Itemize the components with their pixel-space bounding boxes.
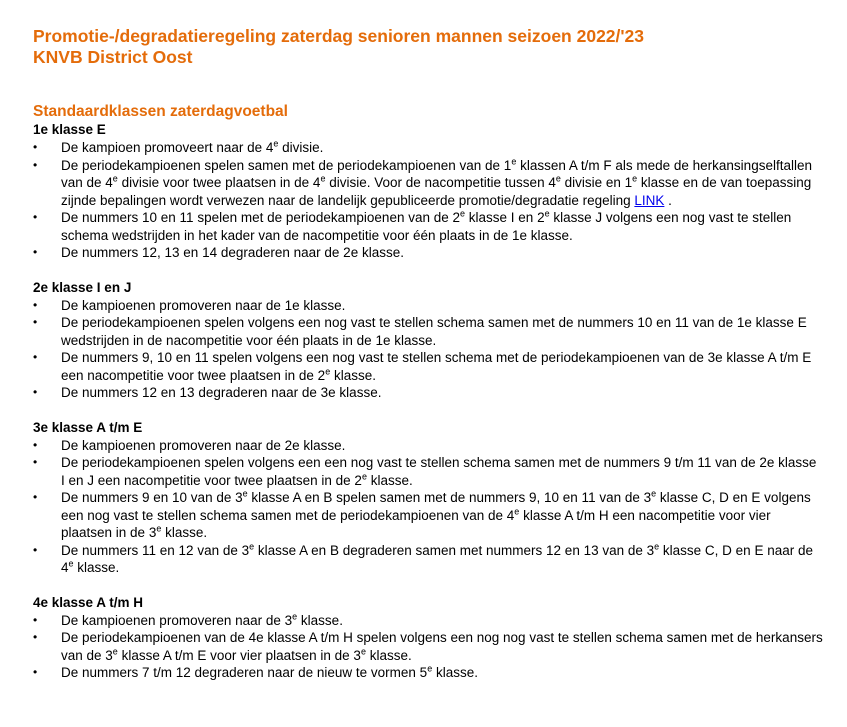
- subsection-title: 4e klasse A t/m H: [33, 594, 144, 610]
- bullet-icon: •: [33, 542, 38, 557]
- bullet-icon: •: [33, 157, 38, 172]
- bullet-icon: •: [33, 612, 38, 627]
- document-title-line-1: Promotie-/degradatieregeling zaterdag senioren mannen seizoen 2022/'23: [33, 26, 645, 46]
- list-item: • De kampioenen promoveren naar de 3e klasse.: [33, 611, 343, 628]
- list-item: • De periodekampioenen spelen samen met de periodekampioenen van de 1e klassen A t/m F als mede de herkansingselftallen van de 4e divisie voor twee plaatsen in de 4e divisie. Voor de nacompetitie tussen 4e divisie en 1e klasse en de van toepassing zijnde bepalingen wordt verwezen naar de landelijk gepubliceerde promotie/degradatie regeling LINK .: [33, 156, 812, 208]
- rules-list: [33, 612, 823, 682]
- subsection-1e-klasse-e: [33, 121, 823, 262]
- bullet-icon: •: [33, 630, 38, 644]
- list-item: • De nummers 11 en 12 van de 3e klasse A en B degraderen samen met nummers 12 en 13 van de 3e klasse C, D en E naar de 4e klasse.: [33, 541, 813, 575]
- regulation-link[interactable]: LINK: [634, 192, 665, 208]
- list-item: • De kampioen promoveert naar de 4e divisie.: [33, 138, 324, 155]
- list-item: • De periodekampioenen spelen volgens een een nog vast te stellen schema samen met de nummers 9 t/m 11 van de 2e klasse I en J een nacompetitie voor twee plaatsen in de 2e klasse.: [33, 455, 817, 488]
- subsection-4e-klasse-a-tm-h: [33, 594, 823, 682]
- bullet-icon: •: [33, 350, 38, 364]
- bullet-icon: •: [33, 245, 38, 259]
- bullet-icon: •: [33, 490, 38, 504]
- list-item: • De nummers 12, 13 en 14 degraderen naar de 2e klasse.: [33, 245, 404, 260]
- bullet-icon: •: [33, 297, 38, 312]
- document-title: [33, 26, 823, 68]
- subsection-title: 3e klasse A t/m E: [33, 419, 143, 435]
- bullet-icon: •: [33, 385, 38, 399]
- bullet-icon: •: [33, 455, 38, 469]
- rules-list: [33, 297, 823, 402]
- list-item: • De nummers 9 en 10 van de 3e klasse A en B spelen samen met de nummers 9, 10 en 11 van de 3e klasse C, D en E volgens een nog vast te stellen schema samen met de periodekampioenen van de 4e klasse A t/m H een nacompetitie voor vier plaatsen in de 3e klasse.: [33, 488, 811, 540]
- bullet-icon: •: [33, 210, 38, 224]
- document-title-line-2: KNVB District Oost: [33, 47, 193, 67]
- rules-list: [33, 437, 823, 577]
- list-item: • De nummers 10 en 11 spelen met de periodekampioenen van de 2e klasse I en 2e klasse J volgens een nog vast te stellen schema wedstrijden in het kader van de nacompetitie voor één plaats in de 1e klasse.: [33, 208, 792, 243]
- subsection-3e-klasse-a-tm-e: [33, 419, 823, 577]
- document-page: [33, 26, 823, 682]
- subsection-2e-klasse-i-en-j: [33, 279, 823, 402]
- list-item: • De nummers 12 en 13 degraderen naar de 3e klasse.: [33, 385, 382, 400]
- subsection-title: 2e klasse I en J: [33, 279, 132, 295]
- bullet-icon: •: [33, 665, 38, 679]
- rules-list: [33, 139, 823, 262]
- list-item: • De periodekampioenen spelen volgens een nog vast te stellen schema samen met de nummers 10 en 11 van de 1e klasse E wedstrijden in de nacompetitie voor één plaats in de 1e klasse.: [33, 315, 807, 348]
- subsection-title: 1e klasse E: [33, 122, 106, 137]
- bullet-icon: •: [33, 437, 38, 452]
- list-item: • De kampioenen promoveren naar de 2e klasse.: [33, 437, 346, 453]
- bullet-icon: •: [33, 140, 38, 154]
- section-heading: Standaardklassen zaterdagvoetbal: [33, 103, 288, 120]
- list-item: • De periodekampioenen van de 4e klasse A t/m H spelen volgens een nog nog vast te stellen schema samen met de herkansers van de 3e klasse A t/m E voor vier plaatsen in de 3e klasse.: [33, 630, 823, 663]
- bullet-icon: •: [33, 315, 38, 329]
- list-item: • De nummers 9, 10 en 11 spelen volgens een nog vast te stellen schema met de periodekampioenen van de 3e klasse A t/m E een nacompetitie voor twee plaatsen in de 2e klasse.: [33, 350, 812, 383]
- list-item: • De kampioenen promoveren naar de 1e klasse.: [33, 297, 346, 313]
- list-item: • De nummers 7 t/m 12 degraderen naar de nieuw te vormen 5e klasse.: [33, 663, 478, 680]
